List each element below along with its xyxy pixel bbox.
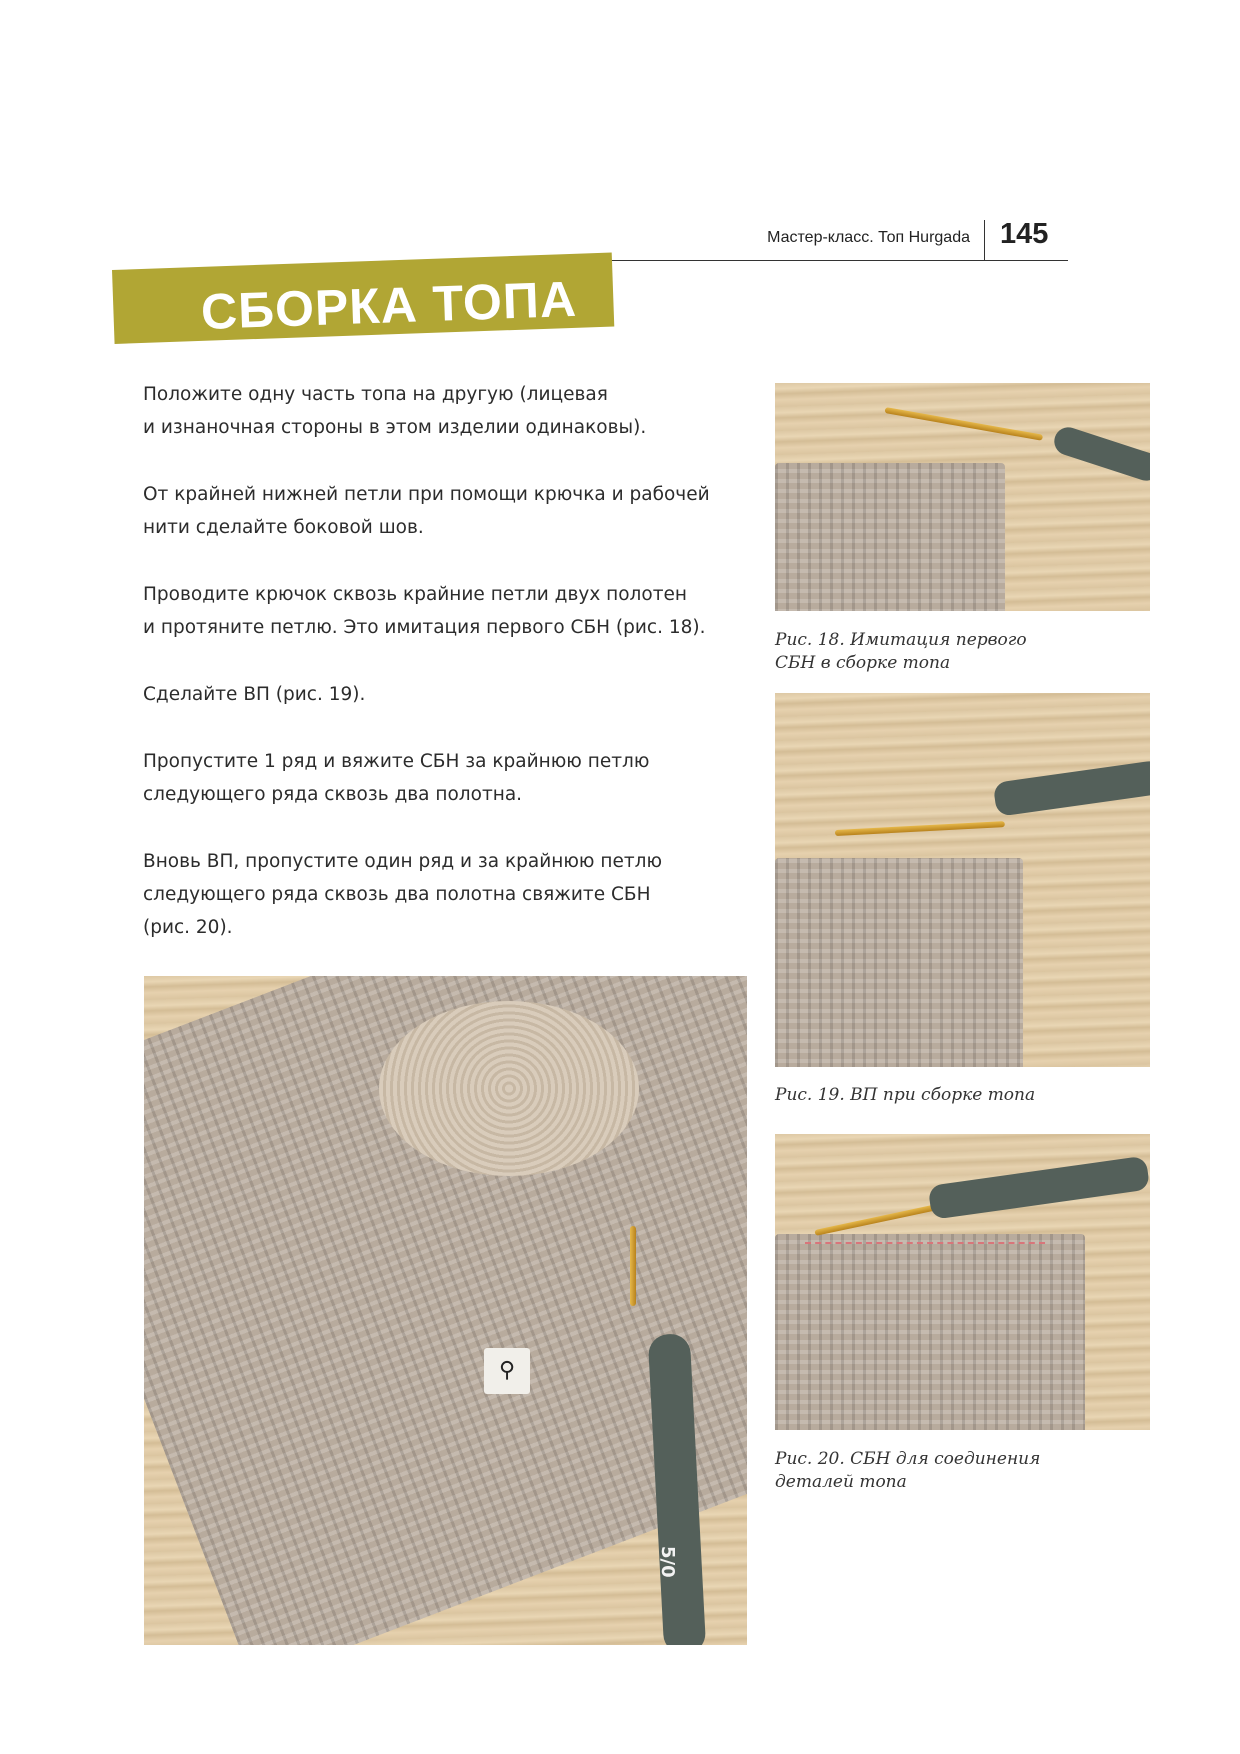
figure-18-photo — [775, 383, 1150, 611]
paragraph-line: Положите одну часть топа на другую (лицевая — [143, 384, 608, 405]
yarn-ball — [379, 1001, 639, 1176]
crochet-hook-shaft — [814, 1203, 942, 1236]
figure-20-caption — [775, 1448, 1155, 1494]
paragraph-line: Сделайте ВП (рис. 19). — [143, 684, 366, 705]
paragraph-line: Пропустите 1 ряд и вяжите СБН за крайнюю петлю — [143, 751, 650, 772]
running-header-title: Мастер-класс. Топ Hurgada — [767, 229, 970, 246]
paragraph-line: и изнаночная стороны в этом изделии одинаковы). — [143, 417, 647, 438]
paragraph-line: следующего ряда сквозь два полотна свяжите СБН — [143, 884, 651, 905]
crochet-hook-shaft — [835, 821, 1005, 836]
hook-size-label: 5/0 — [657, 1546, 678, 1578]
paragraph-1 — [143, 378, 753, 444]
paragraph-line: и протяните петлю. Это имитация первого СБН (рис. 18). — [143, 617, 706, 638]
crochet-hook-handle — [928, 1156, 1150, 1220]
paragraph-6 — [143, 845, 753, 944]
knitted-swatch — [775, 858, 1023, 1067]
section-title: СБОРКА ТОПА — [200, 270, 578, 340]
paragraph-line: От крайней нижней петли при помощи крючка и рабочей — [143, 484, 710, 505]
seam-stitches — [805, 1242, 1045, 1258]
crochet-hook-handle — [993, 760, 1150, 817]
paragraph-line: Проводите крючок сквозь крайние петли двух полотен — [143, 584, 687, 605]
knitted-swatch — [775, 1234, 1085, 1430]
figure-19-photo — [775, 693, 1150, 1067]
caption-line: СБН в сборке топа — [775, 653, 951, 673]
paragraph-line: (рис. 20). — [143, 917, 233, 938]
figure-20-photo — [775, 1134, 1150, 1430]
figure-18-caption — [775, 629, 1155, 675]
header-separator — [984, 220, 985, 260]
caption-line: Рис. 18. Имитация первого — [775, 630, 1027, 650]
paragraph-line: Вновь ВП, пропустите один ряд и за крайнюю петлю — [143, 851, 663, 872]
page-number: 145 — [1000, 218, 1049, 250]
paragraph-2 — [143, 478, 753, 544]
paragraph-3 — [143, 578, 753, 644]
caption-line: Рис. 20. СБН для соединения — [775, 1449, 1041, 1469]
crochet-hook-shaft — [884, 407, 1043, 441]
paragraph-line: нити сделайте боковой шов. — [143, 517, 424, 538]
caption-line: деталей топа — [775, 1472, 907, 1492]
safety-pin-label-icon: ⚲ — [484, 1348, 530, 1394]
main-photo — [144, 976, 747, 1645]
figure-19-caption — [775, 1084, 1155, 1107]
caption-line: Рис. 19. ВП при сборке топа — [775, 1085, 1036, 1105]
crochet-hook-shaft — [630, 1226, 636, 1306]
paragraph-5 — [143, 745, 753, 811]
instructions-text — [143, 378, 753, 978]
crochet-hook-handle — [1051, 424, 1150, 485]
paragraph-4 — [143, 678, 753, 711]
knitted-swatch — [775, 463, 1005, 611]
paragraph-line: следующего ряда сквозь два полотна. — [143, 784, 523, 805]
